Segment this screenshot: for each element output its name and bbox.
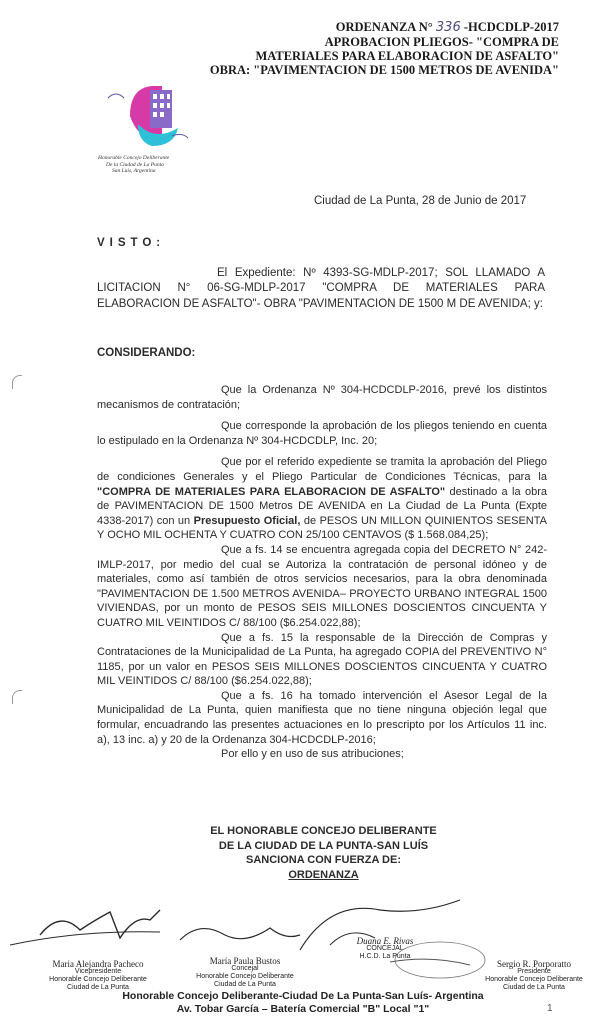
header-obra-line: OBRA: "PAVIMENTACION DE 1500 METROS DE AVENIDA" (209, 63, 559, 77)
signature-vicepresidente: Maria Alejandra Pacheco Vicepresidente Honorable Concejo Deliberante Ciudad de La Punta (49, 959, 147, 991)
ordenanza-title: ORDENANZA N° 336 -HCDCDLP-2017 (335, 20, 559, 35)
considerando-paragraph: Que la Ordenanza Nº 304-HCDCDLP-2016, prevé los distintos mecanismos de contratación; (97, 384, 547, 411)
considerando-body (97, 383, 547, 762)
considerando-paragraph: Por ello y en uso de sus atribuciones; (221, 748, 404, 761)
margin-mark (12, 690, 22, 704)
ordenanza-heading: ORDENANZA (288, 868, 359, 881)
signature-concejal-1: María Paula Bustos Concejal Honorable Concejo Deliberante Ciudad de La Punta (196, 956, 294, 988)
considerando-paragraph: Que corresponde la aprobación de los pliegos teniendo en cuenta lo estipulado en la Ordenanza Nº 304-HCDCDLP, Inc. 20; (97, 420, 547, 447)
council-logo-icon (100, 76, 195, 156)
considerando-paragraph: Que a fs. 15 la responsable de la Dirección de Compras y Contrataciones de la Municipalidad de La Punta, ha agregado COPIA del PREVENTIVO N° 1185, por un valor en PESOS SEIS MILLONES DOSCIENTOS CINCUENTA Y CUATRO MIL VEINTIDOS C/ 88/100 ($6.254.022,88); (97, 631, 547, 688)
considerando-paragraph: Que a fs. 16 ha tomado intervención el Asesor Legal de la Municipalidad de La Punta, quien manifiesta que no tiene ninguna objeción legal que formular, encuadrando las presentes actuaciones en lo prescripto por los Artículos 11 inc. a), 13 inc. a) y 20 de la Ordenanza 304-HCDCDLP-2016; (97, 689, 547, 746)
logo-caption: Honorable Concejo Deliberante De la Ciudad de La Punta San Luis, Argentina (98, 155, 170, 174)
ordenanza-number: 336 (435, 20, 461, 35)
visto-text: El Expediente: Nº 4393-SG-MDLP-2017; SOL LLAMADO A LICITACION N° 06-SG-MDLP-2017 "COMPRA DE MATERIALES PARA ELABORACION DE ASFALTO"- OBRA "PAVIMENTACION DE 1500 M DE AVENIDA; y: (97, 267, 545, 310)
signature-presidente: Sergio R. Porporatto Presidente Honorable Concejo Deliberante Ciudad de La Punta (485, 959, 583, 991)
page-number: 1 (547, 1003, 553, 1014)
document-date: Ciudad de La Punta, 28 de Junio de 2017 (314, 195, 527, 207)
header-line-3: MATERIALES PARA ELABORACION DE ASFALTO" (255, 49, 559, 63)
sanciona-block: EL HONORABLE CONCEJO DELIBERANTE DE LA CIUDAD DE LA PUNTA-SAN LUÍS SANCIONA CON FUERZA DE: ORDENANZA (196, 824, 451, 882)
header-line-2: APROBACION PLIEGOS- "COMPRA DE (324, 35, 559, 49)
considerando-paragraph: Que por el referido expediente se tramita la aprobación del Pliego de condiciones Generales y el Pliego Particular de Condiciones Técnicas, para la "COMPRA DE MATERIALES PARA ELABORACION DE ASFALTO" destinado a la obra de PAVIMENTACION DE 1500 Metros DE AVENIDA en La Ciudad de La Punta (Expte 4338-2017) con un Presupuesto Oficial, de PESOS UN MILLON QUINIENTOS SESENTA Y OCHO MIL OCHENTA Y CUATRO CON 25/100 CENTAVOS ($ 1.568.084,25); (97, 456, 547, 542)
document-footer: Honorable Concejo Deliberante-Ciudad De La Punta-San Luís- Argentina Av. Tobar García – Batería Comercial "B" Local "1" (122, 990, 484, 1015)
considerando-heading: CONSIDERANDO: (97, 347, 196, 359)
document-header (229, 20, 559, 63)
visto-heading: VISTO: (97, 237, 166, 249)
margin-mark (12, 375, 22, 389)
signature-concejal-2: Duana E. Rivas CONCEJAL H.C.D. La Punta (356, 936, 414, 960)
considerando-paragraph: Que a fs. 14 se encuentra agregada copia del DECRETO N° 242-IMLP-2017, por medio del cual se Autoriza la contratación de personal idóneo y de materiales, como así también de otros servicios necesarios, para la obra denominada "PAVIMENTACION DE 1.500 METROS AVENIDA– PROYECTO URBANO INTEGRAL 1500 VIVIENDAS, por un monto de PESOS SEIS MILLONES DOSCIENTOS CINCUENTA Y CUATRO MIL VEINTIDOS C/ 88/100 ($6.254.022,88); (97, 543, 547, 629)
